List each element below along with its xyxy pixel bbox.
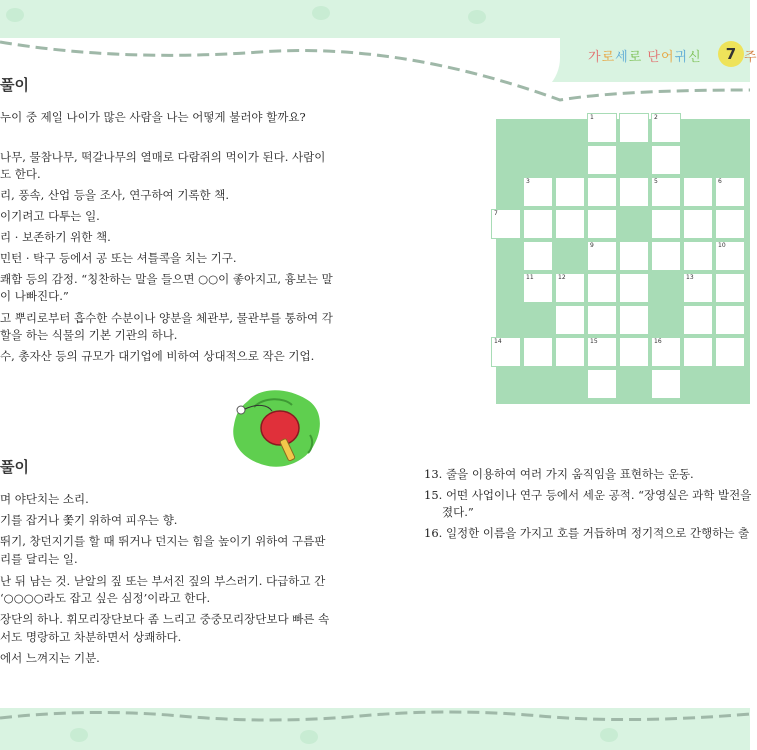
paw-icon (468, 10, 486, 24)
clue-line: 수, 총자산 등의 규모가 대기업에 비하여 상대적으로 작은 기업. (0, 349, 315, 363)
cell-number: 12 (558, 274, 566, 281)
crossword-cell[interactable] (619, 113, 649, 143)
paw-icon (312, 6, 330, 20)
crossword-cell[interactable] (715, 273, 745, 303)
crossword-cell[interactable] (619, 241, 649, 271)
crossword-cell[interactable] (715, 305, 745, 335)
clue-line: 서도 명랑하고 차분하면서 상쾌하다. (0, 630, 182, 644)
cell-number: 1 (590, 114, 594, 121)
crossword-cell[interactable] (651, 369, 681, 399)
crossword-cell[interactable] (651, 337, 681, 367)
clue-line: ‘○○○○라도 잡고 싶은 심정’이라고 한다. (0, 591, 211, 605)
clue-line: 기를 잡거나 쫓기 위하여 피우는 향. (0, 513, 178, 527)
crossword-cell[interactable] (651, 113, 681, 143)
ping-pong-paddle-illustration (228, 383, 324, 471)
crossword-cell[interactable] (523, 209, 553, 239)
cell-number: 16 (654, 338, 662, 345)
crossword-cell[interactable] (587, 369, 617, 399)
cell-number: 9 (590, 242, 594, 249)
crossword-cell[interactable] (491, 209, 521, 239)
clue-line: 16. 일정한 이름을 가지고 호를 거듭하며 정기적으로 간행하는 출 (424, 526, 750, 540)
cell-number: 7 (494, 210, 498, 217)
paw-icon (70, 728, 88, 742)
cell-number: 11 (526, 274, 534, 281)
clue-line: 뛰기, 창던지기를 할 때 뛰거나 던지는 힘을 높이기 위하여 구름판 (0, 534, 326, 548)
cell-number: 15 (590, 338, 598, 345)
crossword-cell[interactable] (587, 305, 617, 335)
clue-line: 며 야단치는 소리. (0, 492, 89, 506)
crossword-cell[interactable] (683, 305, 713, 335)
clue-line: 쾌함 등의 감정. “칭찬하는 말을 들으면 ○○이 좋아지고, 흉보는 말 (0, 272, 333, 286)
paw-icon (6, 8, 24, 22)
crossword-cell[interactable] (587, 241, 617, 271)
clue-line: 이 나빠진다.” (0, 289, 69, 303)
crossword-cell[interactable] (555, 177, 585, 207)
clue-line: 장단의 하나. 휘모리장단보다 좀 느리고 중중모리장단보다 빠른 속 (0, 612, 330, 626)
paw-icon (300, 730, 318, 744)
crossword-cell[interactable] (523, 337, 553, 367)
crossword-cell[interactable] (587, 145, 617, 175)
clue-line: 15. 어떤 사업이나 연구 등에서 세운 공적. “장영실은 과학 발전을 (424, 488, 752, 502)
crossword-cell[interactable] (651, 241, 681, 271)
cell-number: 2 (654, 114, 658, 121)
clue-line: 졌다.” (442, 505, 474, 519)
clue-line: 리 · 보존하기 위한 책. (0, 230, 111, 244)
crossword-cell[interactable] (715, 337, 745, 367)
crossword-cell[interactable] (587, 177, 617, 207)
across-heading: 풀이 (0, 76, 29, 94)
clue-line: 13. 줄을 이용하여 여러 가지 움직임을 표현하는 운동. (424, 467, 694, 481)
clue-line: 에서 느껴지는 기분. (0, 651, 100, 665)
crossword-cell[interactable] (587, 209, 617, 239)
crossword-cell[interactable] (587, 113, 617, 143)
crossword-cell[interactable] (619, 273, 649, 303)
crossword-cell[interactable] (523, 273, 553, 303)
clue-line: 리, 풍속, 산업 등을 조사, 연구하여 기록한 책. (0, 188, 230, 202)
cell-number: 5 (654, 178, 658, 185)
crossword-cell[interactable] (587, 273, 617, 303)
clue-line: 나무, 물참나무, 떡갈나무의 열매로 다람쥐의 먹이가 된다. 사람이 (0, 150, 326, 164)
crossword-cell[interactable] (555, 209, 585, 239)
crossword-cell[interactable] (715, 241, 745, 271)
crossword-cell[interactable] (619, 177, 649, 207)
clue-line: 누이 중 제일 나이가 많은 사람을 나는 어떻게 불러야 할까요? (0, 110, 306, 124)
crossword-cell[interactable] (523, 177, 553, 207)
crossword-cell[interactable] (555, 273, 585, 303)
crossword-cell[interactable] (651, 209, 681, 239)
cell-number: 14 (494, 338, 502, 345)
clue-line: 이기려고 다투는 일. (0, 209, 100, 223)
cell-number: 6 (718, 178, 722, 185)
crossword-cell[interactable] (683, 209, 713, 239)
clue-line: 할을 하는 식물의 기본 기관의 하나. (0, 328, 178, 342)
crossword-cell[interactable] (651, 177, 681, 207)
crossword-cell[interactable] (683, 241, 713, 271)
crossword-cell[interactable] (651, 145, 681, 175)
clue-line: 난 뒤 남는 것. 낟알의 짚 또는 부서진 짚의 부스러기. 다급하고 간 (0, 574, 326, 588)
crossword-cell[interactable] (619, 305, 649, 335)
cell-number: 13 (686, 274, 694, 281)
clue-line: 리를 달리는 일. (0, 552, 78, 566)
week-number-badge: 7 (718, 41, 744, 67)
clue-line: 고 뿌리로부터 흡수한 수분이나 양분을 체관부, 물관부를 통하여 각 (0, 311, 333, 325)
clue-line: 민턴 · 탁구 등에서 공 또는 셔틀콕을 치는 기구. (0, 251, 237, 265)
cell-number: 10 (718, 242, 726, 249)
crossword-cell[interactable] (619, 337, 649, 367)
down-heading: 풀이 (0, 458, 29, 476)
paw-icon (600, 728, 618, 742)
crossword-cell[interactable] (587, 337, 617, 367)
crossword-cell[interactable] (683, 273, 713, 303)
clue-line: 도 한다. (0, 167, 41, 181)
bottom-dashed-border (0, 700, 750, 730)
crossword-cell[interactable] (715, 209, 745, 239)
crossword-cell[interactable] (491, 337, 521, 367)
crossword-cell[interactable] (683, 337, 713, 367)
crossword-cell[interactable] (555, 305, 585, 335)
crossword-cell[interactable] (683, 177, 713, 207)
crossword-cell[interactable] (523, 241, 553, 271)
crossword-cell[interactable] (555, 337, 585, 367)
cell-number: 3 (526, 178, 530, 185)
book-title: 가로세로 단어귀신 (588, 50, 702, 65)
crossword-cell[interactable] (715, 177, 745, 207)
week-suffix: 주 (744, 50, 757, 65)
